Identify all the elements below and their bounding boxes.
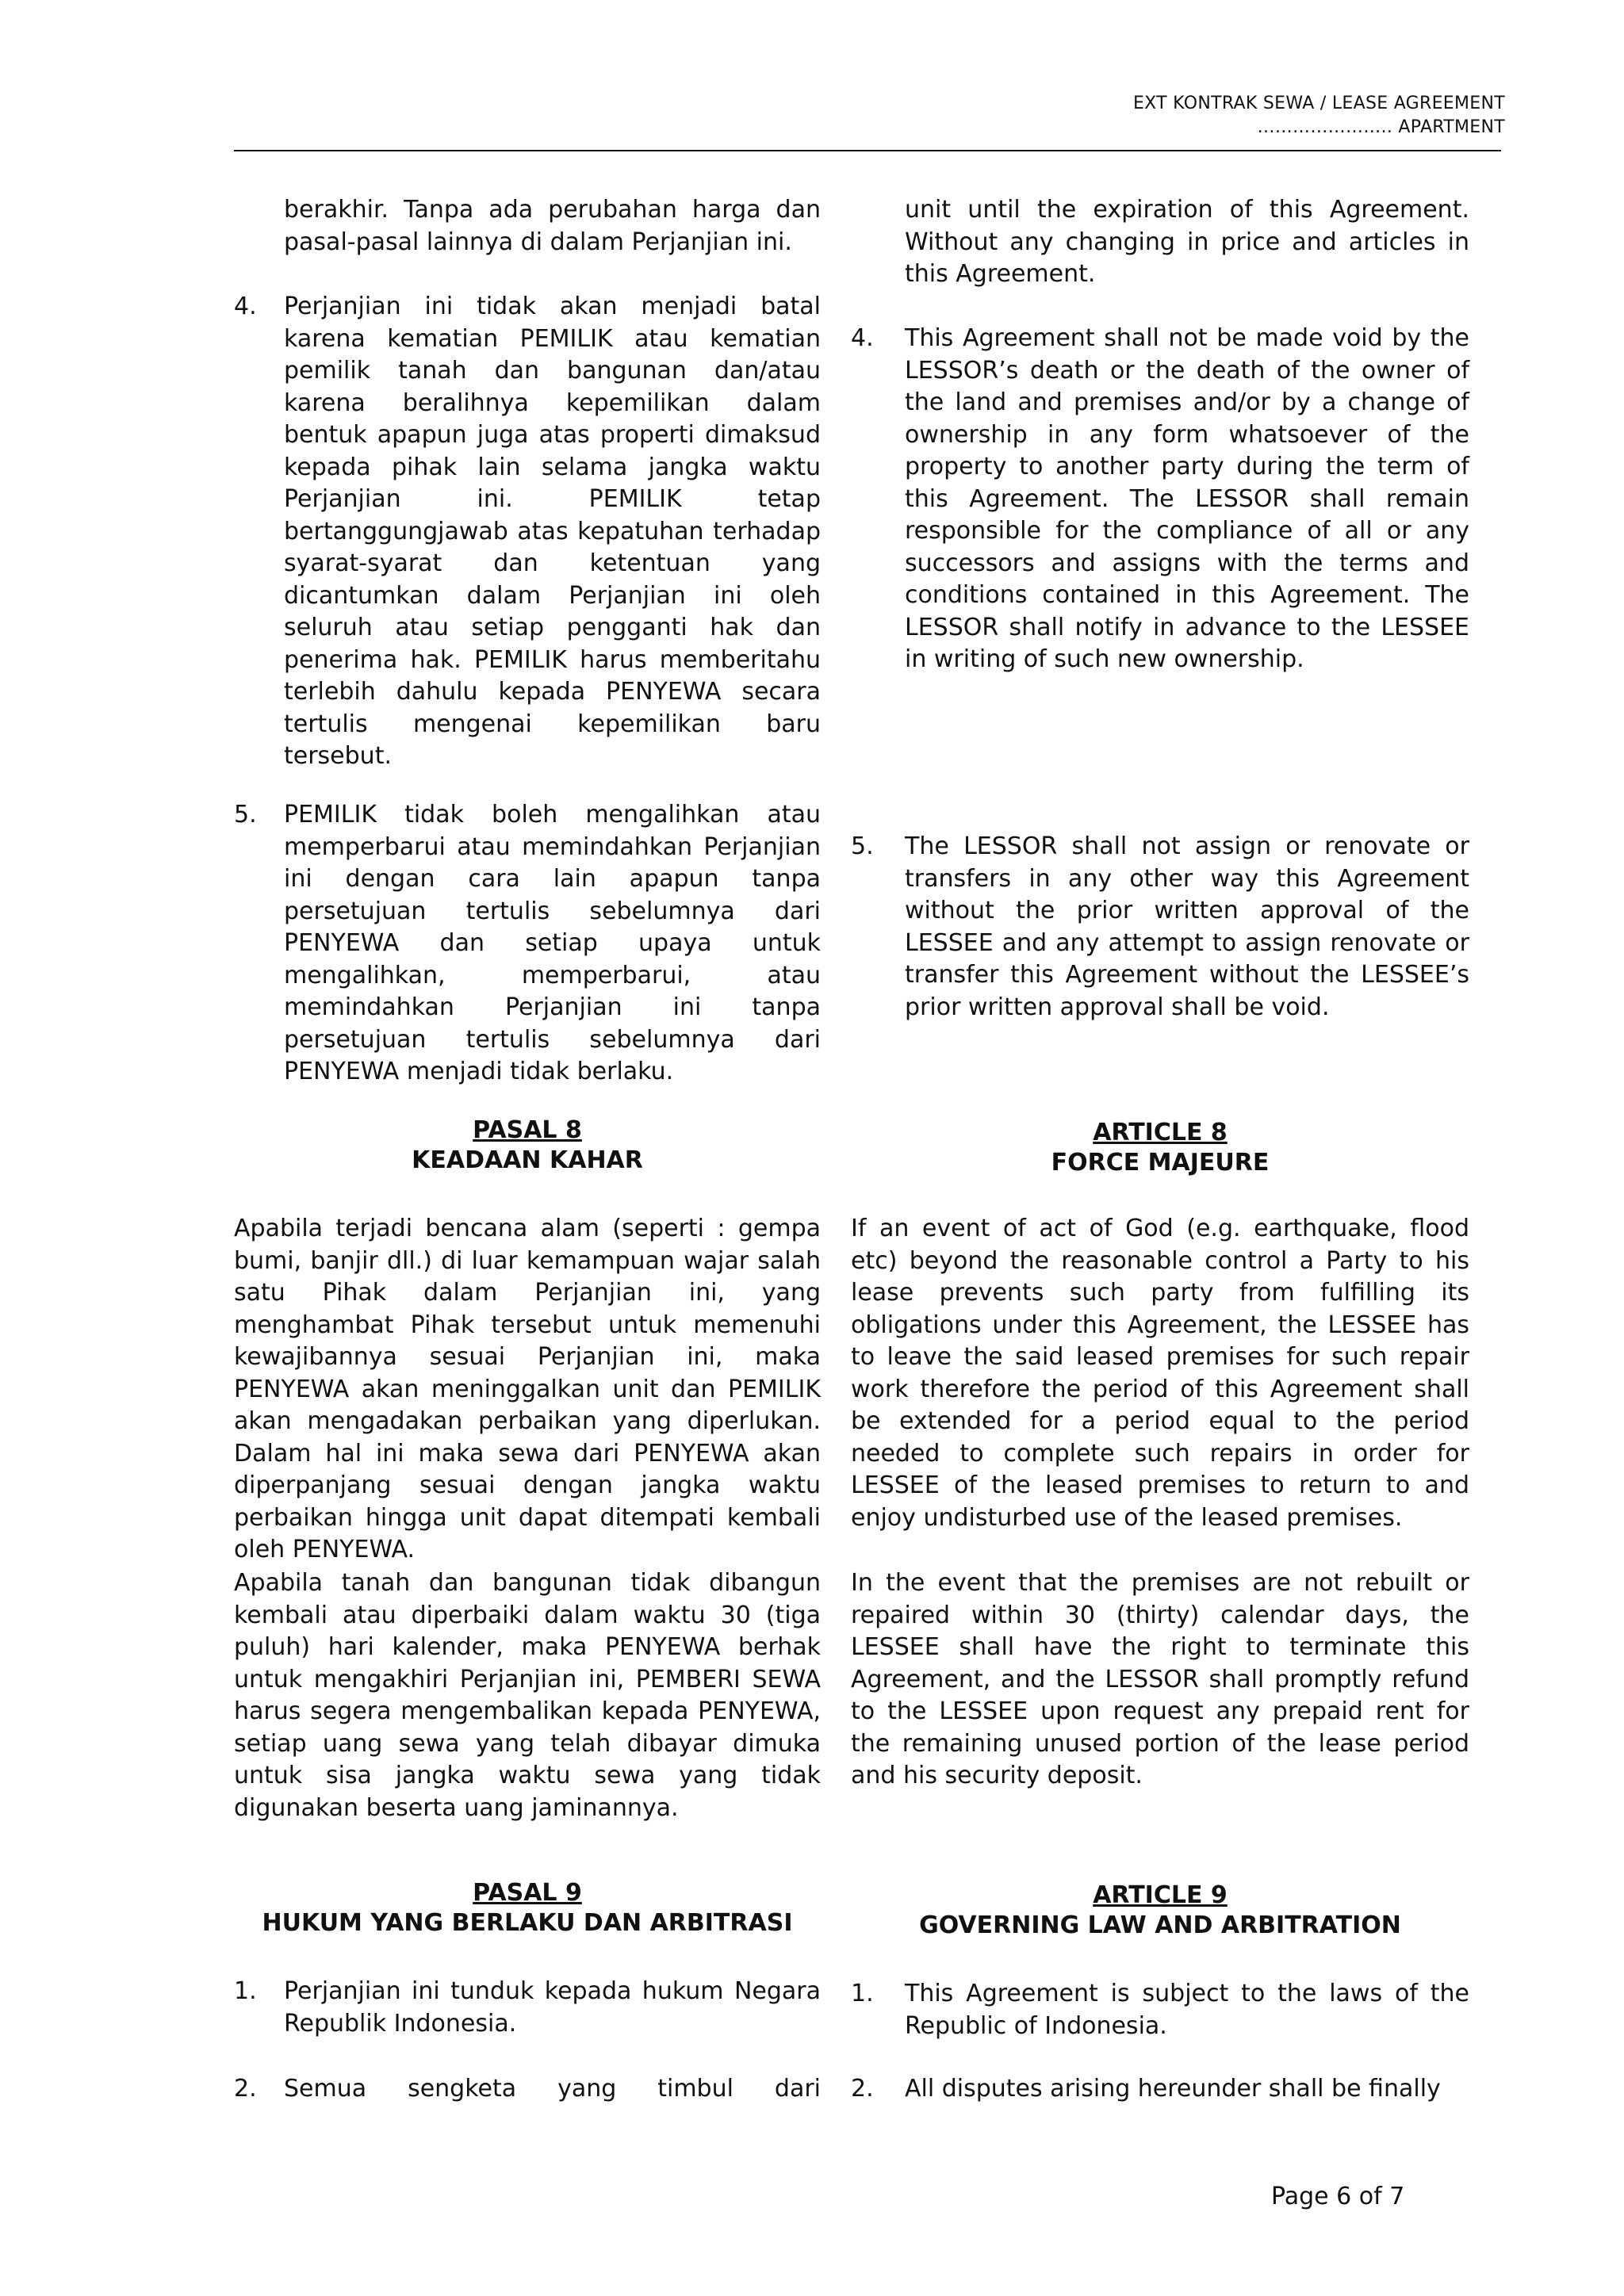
section-title: PASAL 9 <box>473 1879 582 1907</box>
continued-paragraph: berakhir. Tanpa ada perubahan harga dan pasal-pasal lainnya di dalam Perjanjian ini. <box>284 196 821 256</box>
clause-text: The LESSOR shall not assign or renovate or transfers in any other way this Agreement without the prior written approval of the LESSEE and any attempt to assign renovate or transfer this Agreement without the LESSEE’s prior written approval shall be void. <box>905 832 1469 1021</box>
header-title: EXT KONTRAK SEWA / LEASE AGREEMENT <box>1132 94 1505 113</box>
page-header <box>1133 92 1505 140</box>
clause-number: 2. <box>234 2075 257 2103</box>
section-subtitle: KEADAAN KAHAR <box>412 1146 643 1174</box>
clause-number: 4. <box>234 293 257 320</box>
clause-text: Perjanjian ini tidak akan menjadi batal karena kematian PEMILIK atau kematian pemilik tanah dan bangunan dan/atau karena beralihnya kepemilikan dalam bentuk apapun juga atas properti dimaksud kepada pihak lain selama jangka waktu Perjanjian ini. PEMILIK tetap bertanggungjawab atas kepatuhan terhadap syarat-syarat dan ketentuan yang dicantumkan dalam Perjanjian ini oleh seluruh atau setiap pengganti hak dan penerima hak. PEMILIK harus memberitahu terlebih dahulu kepada PENYEWA secara tertulis mengenai kepemilikan baru tersebut. <box>284 293 821 770</box>
clause-text: This Agreement shall not be made void by the LESSOR’s death or the death of the owner of the land and premises and/or by a change of ownership in any form whatsoever of the property to another party during the term of this Agreement. The LESSOR shall remain responsible for the compliance of all or any successors and assigns with the terms and conditions contained in this Agreement. The LESSOR shall notify in advance to the LESSEE in writing of such new ownership. <box>905 324 1469 673</box>
article-9-heading <box>851 1881 1469 1941</box>
clause-text: This Agreement is subject to the laws of the Republic of Indonesia. <box>905 1980 1469 2040</box>
header-subtitle: ………………….. APARTMENT <box>1257 117 1505 137</box>
clause-text: Perjanjian ini tunduk kepada hukum Negara Republik Indonesia. <box>284 1977 821 2038</box>
clause-text: All disputes arising hereunder shall be finally <box>905 2075 1441 2103</box>
clause-text: Semua sengketa yang timbul dari <box>284 2075 821 2103</box>
section-subtitle: GOVERNING LAW AND ARBITRATION <box>919 1911 1401 1939</box>
article-8-paragraph-2: In the event that the premises are not rebuilt or repaired within 30 (thirty) calendar days, the LESSEE shall have the right to terminate this Agreement, and the LESSOR shall promptly refund to the LESSEE upon request any prepaid rent for the remaining unused portion of the lease period and his security deposit. <box>851 1569 1469 1789</box>
header-divider <box>234 150 1501 151</box>
pasal-8-paragraph-1: Apabila terjadi bencana alam (seperti : gempa bumi, banjir dll.) di luar kemampuan wajar salah satu Pihak dalam Perjanjian ini, yang menghambat Pihak tersebut untuk memenuhi kewajibannya sesuai Perjanjian ini, maka PENYEWA akan meninggalkan unit dan PEMILIK akan mengadakan perbaikan yang diperlukan. Dalam hal ini maka sewa dari PENYEWA akan diperpanjang sesuai dengan jangka waktu perbaikan hingga unit dapat ditempati kembali oleh PENYEWA. <box>234 1215 821 1563</box>
continued-paragraph: unit until the expiration of this Agreement. Without any changing in price and articles in this Agreement. <box>905 196 1469 288</box>
clause-text: PEMILIK tidak boleh mengalihkan atau memperbarui atau memindahkan Perjanjian ini dengan cara lain apapun tanpa persetujuan tertulis sebelumnya dari PENYEWA dan setiap upaya untuk mengalihkan, memperbarui, atau memindahkan Perjanjian ini tanpa persetujuan tertulis sebelumnya dari PENYEWA menjadi tidak berlaku. <box>284 801 821 1085</box>
section-subtitle: FORCE MAJEURE <box>1051 1149 1270 1177</box>
pasal-8-heading <box>234 1115 821 1176</box>
english-column <box>851 194 1469 2137</box>
page-number: Page 6 of 7 <box>1271 2183 1405 2210</box>
article-8-paragraph-1: If an event of act of God (e.g. earthquake, flood etc) beyond the reasonable control a Party to his lease prevents such party from fulfilling its obligations under this Agreement, the LESSEE has to leave the said leased premises for such repair work therefore the period of this Agreement shall be extended for a period equal to the period needed to complete such repairs in order for LESSEE of the leased premises to return to and enjoy undisturbed use of the leased premises. <box>851 1215 1469 1532</box>
section-title: ARTICLE 9 <box>1093 1881 1228 1909</box>
clause-number: 5. <box>851 832 874 860</box>
pasal-9-heading <box>234 1878 821 1938</box>
pasal-8-paragraph-2: Apabila tanah dan bangunan tidak dibangun kembali atau diperbaiki dalam waktu 30 (tiga puluh) hari kalender, maka PENYEWA berhak untuk mengakhiri Perjanjian ini, PEMBERI SEWA harus segera mengembalikan kepada PENYEWA, setiap uang sewa yang telah dibayar dimuka untuk sisa jangka waktu sewa yang tidak digunakan beserta uang jaminannya. <box>234 1569 821 1822</box>
article-8-heading <box>851 1118 1469 1178</box>
indonesian-column <box>234 194 821 2137</box>
clause-number: 1. <box>234 1977 257 2005</box>
clause-number: 2. <box>851 2075 874 2103</box>
clause-number: 1. <box>851 1980 874 2007</box>
clause-number: 5. <box>234 801 257 828</box>
clause-number: 4. <box>851 324 874 352</box>
section-title: PASAL 8 <box>473 1116 582 1144</box>
section-title: ARTICLE 8 <box>1093 1119 1228 1146</box>
section-subtitle: HUKUM YANG BERLAKU DAN ARBITRASI <box>262 1909 793 1937</box>
